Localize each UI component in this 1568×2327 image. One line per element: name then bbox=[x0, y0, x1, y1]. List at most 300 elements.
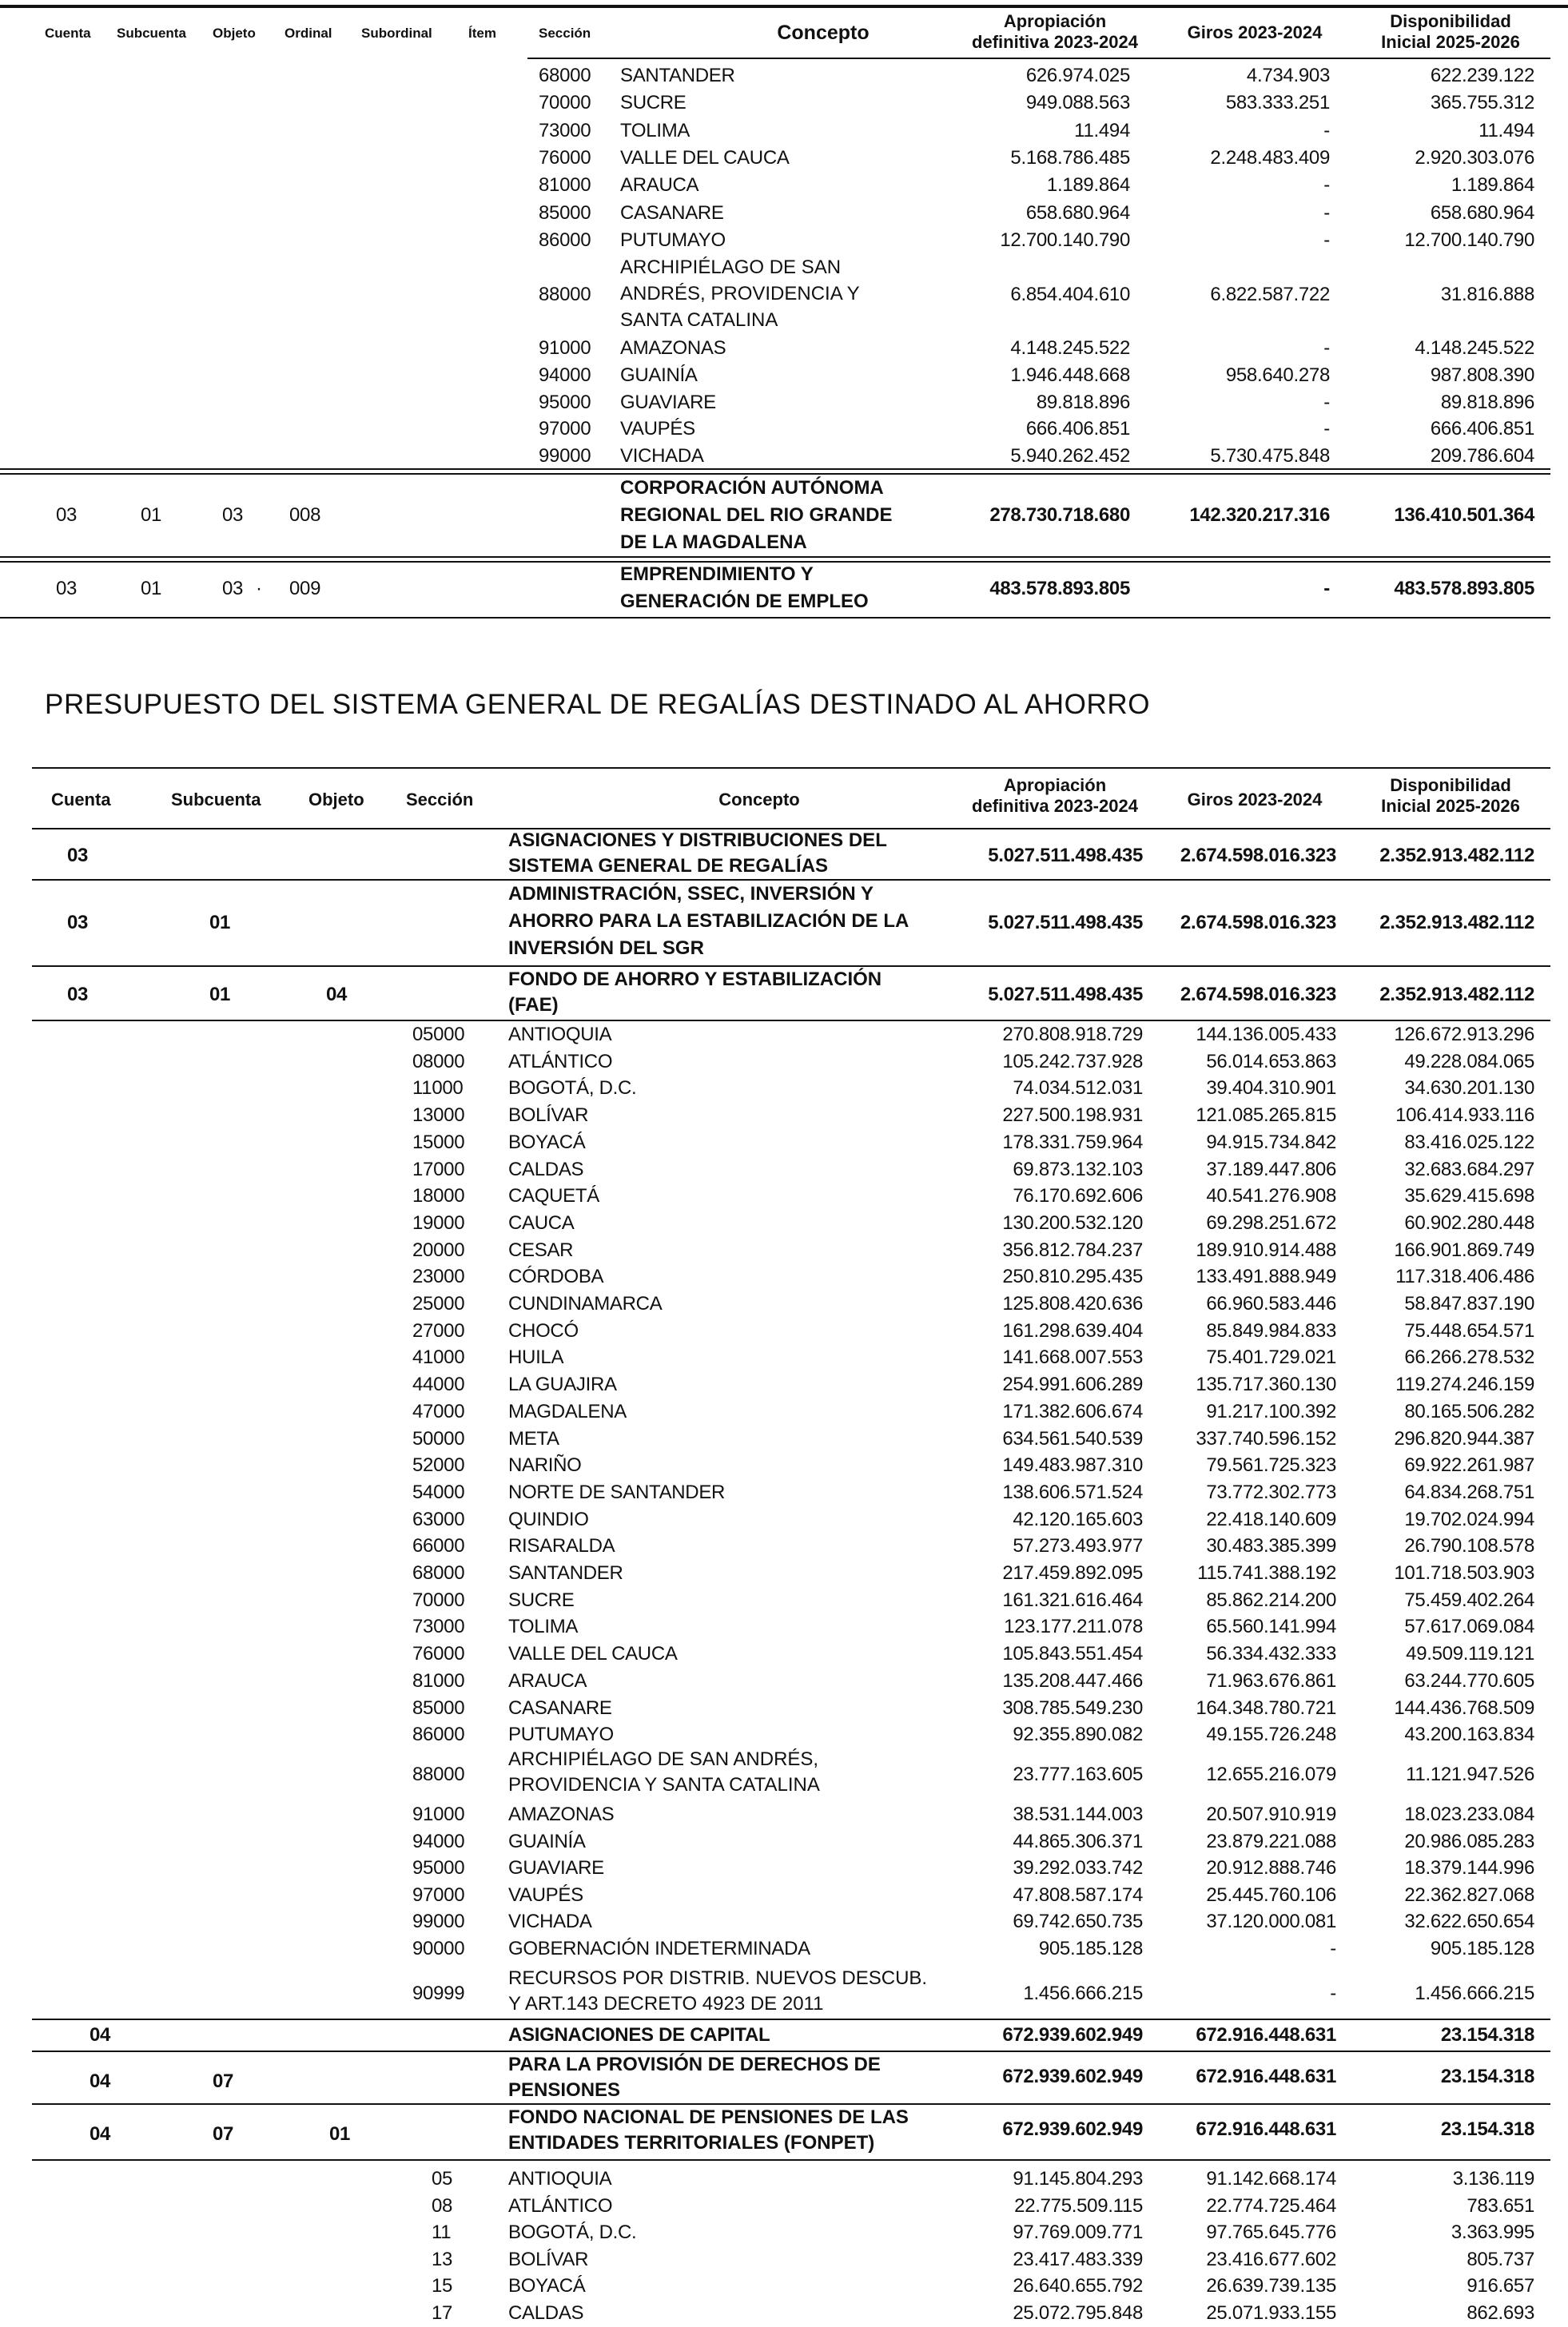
disponibilidad-value: 483.578.893.805 bbox=[1394, 578, 1534, 599]
seccion-code: 18000 bbox=[412, 1185, 465, 1207]
giros-value: 135.717.360.130 bbox=[1196, 1374, 1336, 1396]
concept-text: CAUCA bbox=[508, 1211, 575, 1234]
header-disponibilidad-line2: Inicial 2025-2026 bbox=[1381, 796, 1520, 816]
seccion-code: 20000 bbox=[412, 1239, 465, 1261]
seccion-code: 88000 bbox=[412, 1764, 465, 1785]
top-rule bbox=[0, 5, 1568, 8]
disponibilidad-value: 166.901.869.749 bbox=[1394, 1239, 1534, 1261]
concept-line: FONDO DE AHORRO Y ESTABILIZACIÓN bbox=[508, 969, 882, 990]
concept-line: SISTEMA GENERAL DE REGALÍAS bbox=[508, 855, 829, 877]
apropiacion-value: 105.242.737.928 bbox=[1002, 1050, 1143, 1072]
concept-text: VALLE DEL CAUCA bbox=[508, 1643, 678, 1665]
concept-text: BOYACÁ bbox=[508, 2275, 586, 2297]
apropiacion-value: 76.170.692.606 bbox=[1013, 1185, 1143, 1207]
seccion-code: 91000 bbox=[412, 1804, 465, 1825]
apropiacion-value: 23.777.163.605 bbox=[1013, 1764, 1143, 1785]
seccion-code: 11000 bbox=[412, 1077, 464, 1100]
cuenta-code: 03 bbox=[67, 912, 89, 933]
concept-text: META bbox=[508, 1427, 559, 1450]
concept-text: BOLÍVAR bbox=[508, 2248, 589, 2270]
giros-value: 37.189.447.806 bbox=[1206, 1158, 1336, 1180]
apropiacion-value: 250.810.295.435 bbox=[1002, 1266, 1143, 1288]
disponibilidad-value: 2.352.913.482.112 bbox=[1379, 984, 1534, 1005]
header-seccion: Sección bbox=[539, 26, 591, 41]
concept-text: CUNDINAMARCA bbox=[508, 1293, 663, 1315]
seccion-code: 17 bbox=[432, 2301, 453, 2324]
subcuenta-code: 01 bbox=[141, 578, 162, 599]
giros-value: 85.849.984.833 bbox=[1206, 1319, 1336, 1342]
disponibilidad-value: 3.136.119 bbox=[1452, 2168, 1534, 2190]
apropiacion-value: 26.640.655.792 bbox=[1013, 2275, 1143, 2297]
apropiacion-value: 217.459.892.095 bbox=[1002, 1562, 1143, 1584]
concept-line: ASIGNACIONES Y DISTRIBUCIONES DEL bbox=[508, 829, 887, 851]
concept-text: CÓRDOBA bbox=[508, 1266, 604, 1288]
giros-value: 2.674.598.016.323 bbox=[1180, 984, 1336, 1005]
seccion-code: 13 bbox=[432, 2248, 453, 2270]
giros-value: 37.120.000.081 bbox=[1206, 1911, 1336, 1933]
header-cuenta: Cuenta bbox=[51, 790, 111, 809]
concept-archipielago bbox=[508, 1747, 820, 1798]
giros-value: 71.963.676.861 bbox=[1206, 1669, 1336, 1692]
concept-line: Y ART.143 DECRETO 4923 DE 2011 bbox=[508, 1993, 824, 2015]
giros-value: 49.155.726.248 bbox=[1206, 1724, 1336, 1746]
giros-value: 6.822.587.722 bbox=[1210, 284, 1330, 305]
seccion-code: 97000 bbox=[539, 418, 591, 440]
concept-text: TOLIMA bbox=[620, 119, 690, 141]
giros-value: 97.765.645.776 bbox=[1206, 2222, 1336, 2243]
giros-value: 30.483.385.399 bbox=[1206, 1535, 1336, 1557]
concept-line: PROVIDENCIA Y SANTA CATALINA bbox=[508, 1774, 820, 1796]
giros-value: - bbox=[1323, 229, 1330, 251]
giros-value: 672.916.448.631 bbox=[1196, 2024, 1336, 2046]
concept-line: INVERSIÓN DEL SGR bbox=[508, 937, 704, 959]
disponibilidad-value: 32.622.650.654 bbox=[1404, 1911, 1534, 1933]
header-giros: Giros 2023-2024 bbox=[1187, 790, 1323, 809]
concept-empleo bbox=[620, 561, 869, 615]
concept-text: GUAVIARE bbox=[508, 1857, 604, 1880]
cuenta-code: 03 bbox=[67, 984, 89, 1005]
concept-text: BOGOTÁ, D.C. bbox=[508, 2222, 637, 2243]
apropiacion-value: 1.189.864 bbox=[1046, 174, 1130, 197]
concept-text: ARAUCA bbox=[620, 174, 699, 197]
concept-text: ATLÁNTICO bbox=[508, 1050, 613, 1072]
header-item: Ítem bbox=[468, 26, 496, 41]
disponibilidad-value: 12.700.140.790 bbox=[1404, 229, 1534, 251]
concept-text: AMAZONAS bbox=[620, 337, 726, 359]
concept-text: NARIÑO bbox=[508, 1454, 582, 1477]
rule-empleo bbox=[0, 556, 1550, 558]
giros-value: 25.445.760.106 bbox=[1206, 1883, 1336, 1906]
seccion-code: 13000 bbox=[412, 1104, 465, 1127]
subcuenta-code: 07 bbox=[213, 2070, 234, 2092]
seccion-code: 94000 bbox=[412, 1830, 465, 1852]
seccion-code: 15000 bbox=[412, 1131, 465, 1153]
subcuenta-code: 07 bbox=[213, 2123, 234, 2145]
disponibilidad-value: 64.834.268.751 bbox=[1404, 1481, 1534, 1503]
giros-value: 133.491.888.949 bbox=[1196, 1266, 1336, 1288]
header-subordinal: Subordinal bbox=[361, 26, 432, 41]
apropiacion-value: 42.120.165.603 bbox=[1013, 1508, 1143, 1530]
disponibilidad-value: 31.816.888 bbox=[1440, 284, 1534, 305]
seccion-code: 05 bbox=[432, 2168, 453, 2190]
concept-magdalena bbox=[620, 475, 892, 556]
concept-line: AHORRO PARA LA ESTABILIZACIÓN DE LA bbox=[508, 910, 909, 932]
concept-text: BOGOTÁ, D.C. bbox=[508, 1077, 637, 1100]
objeto-code: 04 bbox=[326, 984, 348, 1005]
seccion-code: 90999 bbox=[412, 1983, 465, 2004]
giros-value: 583.333.251 bbox=[1225, 92, 1330, 114]
seccion-code: 05000 bbox=[412, 1024, 465, 1045]
subcuenta-code: 01 bbox=[141, 504, 162, 526]
header-disponibilidad bbox=[1351, 775, 1550, 817]
concept-text: VICHADA bbox=[508, 1911, 592, 1933]
concept-text: HUILA bbox=[508, 1346, 564, 1369]
concept-text: BOYACÁ bbox=[508, 1131, 586, 1153]
apropiacion-value: 634.561.540.539 bbox=[1002, 1427, 1143, 1450]
concept-text: VAUPÉS bbox=[620, 418, 695, 440]
giros-value: 142.320.217.316 bbox=[1189, 504, 1330, 526]
disponibilidad-value: 83.416.025.122 bbox=[1404, 1131, 1534, 1153]
objeto-code: 03 bbox=[222, 504, 244, 526]
header-ordinal: Ordinal bbox=[285, 26, 332, 41]
seccion-code: 73000 bbox=[412, 1616, 465, 1638]
header-disponibilidad-line1: Disponibilidad bbox=[1390, 775, 1511, 795]
giros-value: 2.674.598.016.323 bbox=[1180, 845, 1336, 866]
concept-text: GOBERNACIÓN INDETERMINADA bbox=[508, 1938, 810, 1959]
header-apropiacion bbox=[951, 775, 1159, 817]
seccion-code: 08000 bbox=[412, 1050, 465, 1072]
concept-recursos bbox=[508, 1966, 927, 2017]
apropiacion-value: 25.072.795.848 bbox=[1013, 2301, 1143, 2324]
seccion-code: 70000 bbox=[539, 92, 591, 114]
giros-value: 5.730.475.848 bbox=[1210, 445, 1330, 467]
subcuenta-code: 01 bbox=[209, 984, 231, 1005]
cuenta-code: 03 bbox=[67, 845, 89, 866]
disponibilidad-value: 63.244.770.605 bbox=[1404, 1669, 1534, 1692]
giros-value: 25.071.933.155 bbox=[1206, 2301, 1336, 2324]
apropiacion-value: 178.331.759.964 bbox=[1002, 1131, 1143, 1153]
disponibilidad-value: 622.239.122 bbox=[1430, 65, 1534, 86]
apropiacion-value: 254.991.606.289 bbox=[1002, 1374, 1143, 1396]
disponibilidad-value: 117.318.406.486 bbox=[1395, 1266, 1534, 1288]
seccion-code: 27000 bbox=[412, 1319, 465, 1342]
header-apropiacion-line2: definitiva 2023-2024 bbox=[972, 796, 1138, 816]
apropiacion-value: 483.578.893.805 bbox=[989, 578, 1130, 599]
seccion-code: 95000 bbox=[539, 391, 591, 413]
seccion-code: 19000 bbox=[412, 1211, 465, 1234]
giros-value: - bbox=[1330, 1983, 1336, 2004]
apropiacion-value: 149.483.987.310 bbox=[1002, 1454, 1143, 1477]
disponibilidad-value: 66.266.278.532 bbox=[1404, 1346, 1534, 1369]
concept-g3 bbox=[508, 967, 882, 1018]
giros-value: 337.740.596.152 bbox=[1196, 1427, 1336, 1450]
disponibilidad-value: 43.200.163.834 bbox=[1404, 1724, 1534, 1746]
seccion-code: 68000 bbox=[539, 65, 591, 86]
seccion-code: 25000 bbox=[412, 1293, 465, 1315]
concept-text: TOLIMA bbox=[508, 1616, 579, 1638]
seccion-code: 52000 bbox=[412, 1454, 465, 1477]
seccion-code: 17000 bbox=[412, 1158, 465, 1180]
concept-text: CALDAS bbox=[508, 1158, 584, 1180]
concept-text: CALDAS bbox=[508, 2301, 584, 2324]
apropiacion-value: 171.382.606.674 bbox=[1002, 1400, 1143, 1422]
objeto-code: 01 bbox=[329, 2123, 351, 2145]
seccion-code: 54000 bbox=[412, 1481, 465, 1503]
disponibilidad-value: 905.185.128 bbox=[1430, 1938, 1534, 1959]
concept-line: PARA LA PROVISIÓN DE DERECHOS DE bbox=[508, 2054, 881, 2075]
concept-text: GUAVIARE bbox=[620, 391, 716, 413]
concept-g1 bbox=[508, 828, 887, 879]
table2-top-rule bbox=[32, 767, 1550, 769]
disponibilidad-value: 26.790.108.578 bbox=[1404, 1535, 1534, 1557]
giros-value: 91.217.100.392 bbox=[1206, 1400, 1336, 1422]
giros-value: 91.142.668.174 bbox=[1206, 2168, 1336, 2190]
seccion-code: 44000 bbox=[412, 1374, 465, 1396]
seccion-code: 11 bbox=[432, 2222, 452, 2243]
concept-text: CAQUETÁ bbox=[508, 1185, 599, 1207]
giros-value: 20.507.910.919 bbox=[1206, 1804, 1336, 1825]
giros-value: 56.014.653.863 bbox=[1206, 1050, 1336, 1072]
header-concepto: Concepto bbox=[777, 22, 870, 44]
apropiacion-value: 74.034.512.031 bbox=[1013, 1077, 1143, 1100]
seccion-code: 91000 bbox=[539, 337, 591, 359]
disponibilidad-value: 365.755.312 bbox=[1430, 92, 1534, 114]
apropiacion-value: 5.168.786.485 bbox=[1010, 146, 1130, 169]
disponibilidad-value: 4.148.245.522 bbox=[1415, 337, 1534, 359]
header-cuenta: Cuenta bbox=[45, 26, 91, 41]
apropiacion-value: 672.939.602.949 bbox=[1002, 2118, 1143, 2140]
giros-value: - bbox=[1323, 337, 1330, 359]
header-rule bbox=[527, 58, 1550, 59]
apropiacion-value: 125.808.420.636 bbox=[1002, 1293, 1143, 1315]
seccion-code: 50000 bbox=[412, 1427, 465, 1450]
giros-value: 189.910.914.488 bbox=[1196, 1239, 1336, 1261]
disponibilidad-value: 32.683.684.297 bbox=[1404, 1158, 1534, 1180]
apropiacion-value: 278.730.718.680 bbox=[989, 504, 1130, 526]
concept-line: ADMINISTRACIÓN, SSEC, INVERSIÓN Y bbox=[508, 883, 874, 905]
apropiacion-value: 672.939.602.949 bbox=[1002, 2024, 1143, 2046]
concept-text: SANTANDER bbox=[620, 65, 735, 86]
disponibilidad-value: 22.362.827.068 bbox=[1404, 1883, 1534, 1906]
concept-line: (FAE) bbox=[508, 994, 559, 1016]
apropiacion-value: 11.494 bbox=[1074, 119, 1130, 141]
apropiacion-value: 308.785.549.230 bbox=[1002, 1697, 1143, 1719]
cuenta-code: 04 bbox=[90, 2024, 111, 2046]
section-title: PRESUPUESTO DEL SISTEMA GENERAL DE REGALÍAS DESTINADO AL AHORRO bbox=[45, 689, 1151, 720]
apropiacion-value: 138.606.571.524 bbox=[1002, 1481, 1143, 1503]
concept-text: CESAR bbox=[508, 1239, 574, 1261]
disponibilidad-value: 34.630.201.130 bbox=[1404, 1077, 1534, 1100]
giros-value: 23.416.677.602 bbox=[1206, 2248, 1336, 2270]
disponibilidad-value: 60.902.280.448 bbox=[1404, 1211, 1534, 1234]
giros-value: - bbox=[1323, 418, 1330, 440]
header-disponibilidad bbox=[1351, 11, 1550, 53]
giros-value: 26.639.739.135 bbox=[1206, 2275, 1336, 2297]
header-apropiacion-line2: definitiva 2023-2024 bbox=[972, 32, 1138, 52]
giros-value: 79.561.725.323 bbox=[1206, 1454, 1336, 1477]
giros-value: 75.401.729.021 bbox=[1206, 1346, 1336, 1369]
disponibilidad-value: 119.274.246.159 bbox=[1395, 1374, 1534, 1396]
disponibilidad-value: 783.651 bbox=[1467, 2194, 1534, 2217]
concept-text: ANTIOQUIA bbox=[508, 1024, 612, 1045]
concept-line: CORPORACIÓN AUTÓNOMA bbox=[620, 477, 884, 499]
apropiacion-value: 69.742.650.735 bbox=[1013, 1911, 1143, 1933]
giros-value: - bbox=[1323, 174, 1330, 197]
giros-value: 56.334.432.333 bbox=[1206, 1643, 1336, 1665]
disponibilidad-value: 2.920.303.076 bbox=[1415, 146, 1534, 169]
seccion-code: 15 bbox=[432, 2275, 453, 2297]
ordinal-code: 008 bbox=[289, 504, 321, 526]
concept-line: REGIONAL DEL RIO GRANDE bbox=[620, 504, 893, 526]
concept-archipielago bbox=[620, 254, 860, 333]
concept-line: PENSIONES bbox=[508, 2079, 621, 2101]
disponibilidad-value: 89.818.896 bbox=[1440, 391, 1534, 413]
seccion-code: 81000 bbox=[539, 174, 591, 197]
concept-line: ANDRÉS, PROVIDENCIA Y bbox=[620, 283, 860, 304]
disponibilidad-value: 19.702.024.994 bbox=[1404, 1508, 1534, 1530]
giros-value: 66.960.583.446 bbox=[1206, 1293, 1336, 1315]
apropiacion-value: 161.298.639.404 bbox=[1002, 1319, 1143, 1342]
objeto-code: 03 bbox=[222, 578, 244, 599]
header-disponibilidad-line2: Inicial 2025-2026 bbox=[1381, 32, 1520, 52]
concept-text: GUAINÍA bbox=[620, 364, 698, 386]
giros-value: - bbox=[1323, 578, 1330, 599]
apropiacion-value: 5.940.262.452 bbox=[1010, 445, 1130, 467]
seccion-code: 88000 bbox=[539, 284, 591, 305]
apropiacion-value: 92.355.890.082 bbox=[1013, 1724, 1143, 1746]
concept-text: ANTIOQUIA bbox=[508, 2168, 612, 2190]
concept-g2 bbox=[508, 881, 909, 962]
apropiacion-value: 227.500.198.931 bbox=[1002, 1104, 1143, 1127]
giros-value: - bbox=[1323, 201, 1330, 224]
giros-value: 121.085.265.815 bbox=[1196, 1104, 1336, 1127]
disponibilidad-value: 1.189.864 bbox=[1451, 174, 1534, 197]
concept-text: CHOCÓ bbox=[508, 1319, 579, 1342]
concept-line: RECURSOS POR DISTRIB. NUEVOS DESCUB. bbox=[508, 1967, 928, 1989]
disponibilidad-value: 106.414.933.116 bbox=[1395, 1104, 1534, 1127]
apropiacion-value: 161.321.616.464 bbox=[1002, 1589, 1143, 1611]
giros-value: - bbox=[1323, 119, 1330, 141]
apropiacion-value: 89.818.896 bbox=[1036, 391, 1130, 413]
giros-value: 22.418.140.609 bbox=[1206, 1508, 1336, 1530]
giros-value: - bbox=[1330, 1938, 1336, 1959]
disponibilidad-value: 58.847.837.190 bbox=[1404, 1293, 1534, 1315]
concept-text: BOLÍVAR bbox=[508, 1104, 589, 1127]
apropiacion-value: 135.208.447.466 bbox=[1002, 1669, 1143, 1692]
disponibilidad-value: 35.629.415.698 bbox=[1404, 1185, 1534, 1207]
rule-table1-bottom bbox=[0, 617, 1550, 619]
giros-value: 4.734.903 bbox=[1246, 65, 1330, 86]
header-concepto: Concepto bbox=[718, 790, 800, 809]
concept-text: GUAINÍA bbox=[508, 1830, 586, 1852]
apropiacion-value: 69.873.132.103 bbox=[1013, 1158, 1143, 1180]
disponibilidad-value: 987.808.390 bbox=[1430, 364, 1534, 386]
apropiacion-value: 672.939.602.949 bbox=[1002, 2066, 1143, 2087]
disponibilidad-value: 18.023.233.084 bbox=[1404, 1804, 1534, 1825]
disponibilidad-value: 666.406.851 bbox=[1430, 418, 1534, 440]
concept-text: VAUPÉS bbox=[508, 1883, 583, 1906]
disponibilidad-value: 862.693 bbox=[1467, 2301, 1534, 2324]
concept-line: SANTA CATALINA bbox=[620, 309, 778, 331]
cuenta-code: 04 bbox=[90, 2070, 111, 2092]
concept-text: CASANARE bbox=[508, 1697, 612, 1719]
concept-text: AMAZONAS bbox=[508, 1804, 615, 1825]
seccion-code: 97000 bbox=[412, 1883, 465, 1906]
giros-value: 2.248.483.409 bbox=[1210, 146, 1330, 169]
seccion-code: 76000 bbox=[539, 146, 591, 169]
apropiacion-value: 38.531.144.003 bbox=[1013, 1804, 1143, 1825]
seccion-code: 08 bbox=[432, 2194, 453, 2217]
apropiacion-value: 6.854.404.610 bbox=[1010, 284, 1130, 305]
apropiacion-value: 44.865.306.371 bbox=[1013, 1830, 1143, 1852]
giros-value: 12.655.216.079 bbox=[1206, 1764, 1336, 1785]
seccion-code: 76000 bbox=[412, 1643, 465, 1665]
apropiacion-value: 5.027.511.498.435 bbox=[988, 912, 1143, 933]
header-seccion: Sección bbox=[406, 790, 474, 809]
disponibilidad-value: 57.617.069.084 bbox=[1404, 1616, 1534, 1638]
apropiacion-value: 105.843.551.454 bbox=[1002, 1643, 1143, 1665]
apropiacion-value: 658.680.964 bbox=[1025, 201, 1130, 224]
giros-value: 958.640.278 bbox=[1225, 364, 1330, 386]
seccion-code: 70000 bbox=[412, 1589, 465, 1611]
disponibilidad-value: 101.718.503.903 bbox=[1394, 1562, 1534, 1584]
apropiacion-value: 47.808.587.174 bbox=[1013, 1883, 1143, 1906]
header-disponibilidad-line1: Disponibilidad bbox=[1390, 11, 1511, 31]
rule-magdalena bbox=[0, 468, 1550, 470]
concept-text: NORTE DE SANTANDER bbox=[508, 1481, 726, 1503]
disponibilidad-value: 23.154.318 bbox=[1440, 2024, 1534, 2046]
header-apropiacion bbox=[951, 11, 1159, 53]
giros-value: 73.772.302.773 bbox=[1206, 1481, 1336, 1503]
seccion-code: 66000 bbox=[412, 1535, 465, 1557]
seccion-code: 41000 bbox=[412, 1346, 465, 1369]
concept-g4: ASIGNACIONES DE CAPITAL bbox=[508, 2024, 770, 2046]
disponibilidad-value: 75.448.654.571 bbox=[1404, 1319, 1534, 1342]
disponibilidad-value: 23.154.318 bbox=[1440, 2066, 1534, 2087]
giros-value: 22.774.725.464 bbox=[1206, 2194, 1336, 2217]
apropiacion-value: 905.185.128 bbox=[1038, 1938, 1143, 1959]
giros-value: 65.560.141.994 bbox=[1206, 1616, 1336, 1638]
giros-value: 40.541.276.908 bbox=[1206, 1185, 1336, 1207]
apropiacion-value: 356.812.784.237 bbox=[1002, 1239, 1143, 1261]
seccion-code: 86000 bbox=[539, 229, 591, 251]
apropiacion-value: 12.700.140.790 bbox=[1000, 229, 1130, 251]
concept-text: ARAUCA bbox=[508, 1669, 587, 1692]
concept-line: DE LA MAGDALENA bbox=[620, 531, 807, 553]
header-subcuenta: Subcuenta bbox=[117, 26, 186, 41]
concept-g5 bbox=[508, 2052, 881, 2103]
concept-text: VICHADA bbox=[620, 445, 704, 467]
cuenta-code: 03 bbox=[56, 578, 78, 599]
apropiacion-value: 4.148.245.522 bbox=[1010, 337, 1130, 359]
concept-line: ARCHIPIÉLAGO DE SAN bbox=[620, 257, 842, 278]
seccion-code: 99000 bbox=[412, 1911, 465, 1933]
rule-g4 bbox=[32, 2019, 1550, 2020]
header-subcuenta: Subcuenta bbox=[171, 790, 261, 809]
disponibilidad-value: 18.379.144.996 bbox=[1404, 1857, 1534, 1880]
disponibilidad-value: 2.352.913.482.112 bbox=[1379, 845, 1534, 866]
disponibilidad-value: 75.459.402.264 bbox=[1404, 1589, 1534, 1611]
seccion-code: 23000 bbox=[412, 1266, 465, 1288]
giros-value: 2.674.598.016.323 bbox=[1180, 912, 1336, 933]
apropiacion-value: 97.769.009.771 bbox=[1013, 2222, 1143, 2243]
disponibilidad-value: 209.786.604 bbox=[1430, 445, 1534, 467]
apropiacion-value: 949.088.563 bbox=[1025, 92, 1130, 114]
giros-value: 144.136.005.433 bbox=[1196, 1024, 1336, 1045]
disponibilidad-value: 916.657 bbox=[1467, 2275, 1534, 2297]
header-apropiacion-line1: Apropiación bbox=[1003, 11, 1107, 31]
apropiacion-value: 270.808.918.729 bbox=[1002, 1024, 1143, 1045]
